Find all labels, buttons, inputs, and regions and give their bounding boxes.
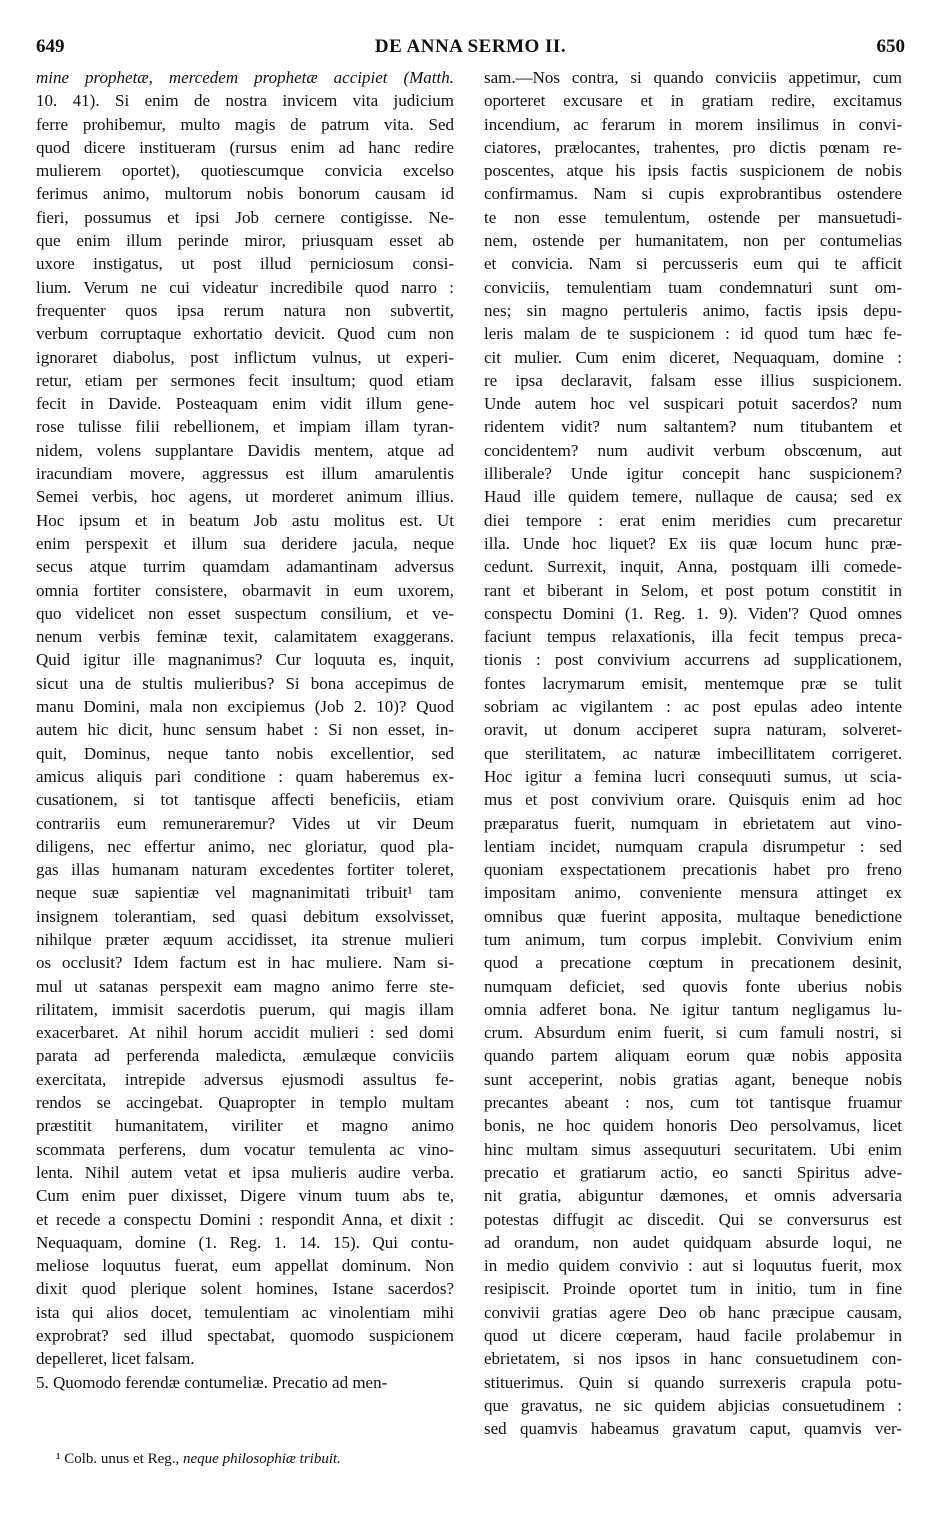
footnote [56, 1448, 456, 1470]
text-line: in medio quidem convivio : aut si loquutus fuerit, mox [484, 1256, 902, 1276]
text-line: tum animum, tum corpus implebit. Convivium enim [484, 929, 902, 949]
text-line: mine prophetæ, mercedem prophetæ accipiet (Matth. [36, 68, 454, 87]
text-line: fecit in Davide. Posteaquam enim vidit illum gene- [36, 394, 454, 414]
text-line: mus et post convivium orare. Quisquis enim ad hoc [484, 790, 902, 810]
text-line: nem, ostende per humanitatem, non per contumelias [484, 231, 902, 251]
text-line: diei tempore : erat enim meridies cum precaretur [484, 510, 902, 530]
text-line: et convicia. Nam si percusseris eum qui te afficit [484, 254, 902, 274]
text-line: oporteret excusare et in gratiam redire, excitamus [484, 91, 902, 111]
text-line: ridentem vidit? num saltantem? num titubantem et [484, 417, 902, 437]
text-line: sicut una de stultis mulieribus? Si bona accepimus de [36, 673, 454, 693]
text-line: quoniam exspectationem precationis habet pro freno [484, 860, 902, 880]
text-line: nidem, volens supplantare Davidis mentem, atque ad [36, 440, 454, 460]
text-line: oravit, ut donum acciperet supra naturam, solveret- [484, 720, 902, 740]
text-line: precantes abeant : nos, cum tot tantisque fruamur [484, 1093, 902, 1113]
text-line: confirmamus. Nam si cupis exprobrantibus ostendere [484, 184, 902, 204]
text-line: incendium, ac ferarum in morem insilimus in convi- [484, 114, 902, 134]
text-line: ignoraret diabolus, post inflictum vulnus, ut experi- [36, 347, 454, 367]
text-line: retur, etiam per sermones fecit insultum; quod etiam [36, 370, 454, 390]
text-line: gas illas humanam naturam excedentes fortiter toleret, [36, 860, 454, 880]
text-line: quod a precatione cœptum in precationem desinit, [484, 953, 902, 973]
text-line: quod ut dicere cœperam, haud facile prolabemur in [484, 1326, 902, 1346]
text-line: dixit quod plerique solent homines, Istane sacerdos? [36, 1279, 454, 1299]
text-line: rendos se accingebat. Quapropter in templo multam [36, 1093, 454, 1113]
page-number-left: 649 [36, 36, 65, 57]
text-line: quo videlicet non esset suspectum consilium, et ve- [36, 603, 454, 623]
text-line: diligens, nec effertur animo, nec gloriatur, quod pla- [36, 836, 454, 856]
text-line: omnibus quæ fuerint apposita, multaque benedictione [484, 906, 902, 926]
text-line: enim perspexit et illum sua deridere jacula, neque [36, 533, 454, 553]
text-line: manu Domini, mala non excipiemus (Job 2. 10)? Quod [36, 697, 454, 717]
text-line: ferre prohibemur, multo magis de patrum vita. Sed [36, 114, 454, 134]
text-line: nes; sin magno pertuleris animo, factis ipsis depu- [484, 300, 902, 320]
text-line: scommata perferens, dum vocatur temulenta ac vino- [36, 1139, 454, 1159]
text-line: fontes lacrymarum emisit, mentemque præ se tulit [484, 673, 902, 693]
text-line: exercitata, intrepide adversus ejusmodi assultus fe- [36, 1069, 454, 1089]
text-line: tionis : post convivium accurrens ad supplicationem, [484, 650, 902, 670]
text-line: Semei verbis, hoc agens, ut morderet animum illius. [36, 487, 454, 507]
footnote-marker: ¹ [56, 1451, 61, 1467]
text-line: et recede a conspectu Domini : respondit Anna, et dixit : [36, 1209, 454, 1229]
text-line: ad orandum, non audet quidquam absurde loqui, ne [484, 1232, 902, 1252]
text-line: ista qui alios docet, temulentiam ac vinolentiam mihi [36, 1302, 454, 1322]
text-line: que enim illum perinde miror, priusquam esset ab [36, 231, 454, 251]
text-line: nenum verbis feminæ texit, calamitatem exaggerans. [36, 627, 454, 647]
text-line: exprobrat? sed illud spectabat, quomodo suspicionem [36, 1326, 454, 1346]
footnote-variant-reading: neque philosophiæ tribuit. [183, 1451, 341, 1467]
text-line: exacerbaret. At nihil horum accidit mulieri : sed domi [36, 1023, 454, 1043]
left-text-column [36, 66, 454, 1394]
text-line: quod dicere institueram (rursus enim ad hanc redire [36, 137, 454, 157]
text-line: sobriam ac vigilantem : ac post epulas adeo intente [484, 697, 902, 717]
text-line: cit mulier. Cum enim diceret, Nequaquam, domine : [484, 347, 902, 367]
text-line: ferimus animo, multorum nobis bonorum causam id [36, 184, 454, 204]
text-line: rant et biberant in Selom, et post potum constitit in [484, 580, 902, 600]
text-line: parata ad perferenda maledicta, æmulæque conviciis [36, 1046, 454, 1066]
text-line: impositam animo, conveniente mensura attinget ex [484, 883, 902, 903]
text-line: ebrietatem, si nos ipsos in hanc consuetudinem con- [484, 1349, 902, 1369]
text-line: bonis, ne hoc quidem honoris Deo persolvamus, licet [484, 1116, 902, 1136]
text-line: crum. Absurdum enim fuerit, si cum famuli nostri, si [484, 1023, 902, 1043]
text-line: Haud ille quidem temere, nullaque de causa; sed ex [484, 487, 902, 507]
text-line: 5. Quomodo ferendæ contumeliæ. Precatio ad men- [36, 1372, 388, 1392]
text-line: quando partem aliquam eorum quæ nobis apposita [484, 1046, 902, 1066]
page-number-right: 650 [876, 36, 905, 57]
text-line: que gravatus, ne sic quidem abjicias consuetudinem : [484, 1395, 902, 1415]
text-line: Hoc ipsum et in beatum Job astu molitus est. Ut [36, 510, 454, 530]
text-line: sed quamvis habeamus gravatum caput, quamvis ver- [484, 1419, 902, 1439]
text-line: fieri, possumus et ipsi Job cernere contigisse. Ne- [36, 207, 454, 227]
text-line: lentiam incidet, numquam crapula disrumpetur : sed [484, 836, 902, 856]
text-line: rilitatem, immisit sacerdotis puerum, qui magis illam [36, 999, 454, 1019]
text-line: hinc multam simus assequuturi securitatem. Ubi enim [484, 1139, 902, 1159]
text-line: rose tulisse filii rebellionem, et impiam illam tyran- [36, 417, 454, 437]
text-line: concidentem? num audivit verbum obscœnum, aut [484, 440, 902, 460]
text-line: sunt acceperint, nobis gratias agant, beneque nobis [484, 1069, 902, 1089]
text-line: numquam deficiet, sed quovis fonte uberius nobis [484, 976, 902, 996]
text-line: stituerimus. Quin si quando surrexeris crapula potu- [484, 1372, 902, 1392]
text-line: os occlusit? Idem factum est in hac muliere. Nam si- [36, 953, 454, 973]
text-line: Cum enim puer dixisset, Digere vinum tuum abs te, [36, 1186, 454, 1206]
text-line: poscentes, atque his ipsis factis suspicionem de nobis [484, 161, 902, 181]
text-line: ciatores, prælocantes, trahentes, pro dictis pœnam re- [484, 137, 902, 157]
text-line: quit, Dominus, neque tanto nobis excellentior, sed [36, 743, 454, 763]
text-line: meliose loquutus fuerat, eum appellat dominum. Non [36, 1256, 454, 1276]
running-title: DE ANNA SERMO II. [374, 36, 567, 57]
right-text-column [484, 66, 902, 1441]
text-line: uxore instigatus, ut post illud perniciosum consi- [36, 254, 454, 274]
text-line: 10. 41). Si enim de nostra invicem vita judicium [36, 91, 454, 111]
text-line: verbum corruptaque exhortatio devicit. Quod cum non [36, 324, 454, 344]
text-line: mulierem oportet), quotiescumque convicia excelso [36, 161, 454, 181]
text-line: insignem tolerantiam, sed quasi debitum exsolvisset, [36, 906, 454, 926]
text-line: præparatus fuerit, numquam in ebrietatem aut vino- [484, 813, 902, 833]
page-header [36, 36, 905, 62]
text-line: leris malam de te suspicionem : id quod tum hæc fe- [484, 324, 902, 344]
text-line: faciunt tempus relaxationis, illa fecit tempus preca- [484, 627, 902, 647]
text-line: potestas diffugit ac discedit. Qui se conversurus est [484, 1209, 902, 1229]
text-line: conspectu Domini (1. Reg. 1. 9). Viden'? Quod omnes [484, 603, 902, 623]
text-line: mul ut satanas perspexit eam magno animo ferre ste- [36, 976, 454, 996]
text-line: re ipsa declaravit, falsam esse illius suspicionem. [484, 370, 902, 390]
text-line: frequenter quos ipsa rerum natura non subvertit, [36, 300, 454, 320]
text-line: amicus aliquis pari conditione : quam haberemus ex- [36, 766, 454, 786]
text-line: resipiscit. Proinde oportet tum in initio, tum in fine [484, 1279, 902, 1299]
text-line: convivii gratias agere Deo ob hanc præcipue causam, [484, 1302, 902, 1322]
footnote-text: Colb. unus et Reg., [64, 1451, 180, 1467]
text-line: nit gratia, abiguntur dæmones, et omnis adversaria [484, 1186, 902, 1206]
text-line: lenta. Nihil autem vetat et ipsa mulieris audire verba. [36, 1162, 454, 1182]
text-line: cusationem, si tot tantisque affecti beneficiis, etiam [36, 790, 454, 810]
text-line: illiberale? Unde igitur concepit hanc suspicionem? [484, 464, 902, 484]
text-line: nihilque præter æquum accidisset, ita strenue mulieri [36, 929, 454, 949]
text-line: lium. Verum ne cui videatur incredibile quod narro : [36, 277, 454, 297]
text-line: iracundiam movere, aggressus est illum amarulentis [36, 464, 454, 484]
text-line: secus atque turrim quamdam adamantinam adversus [36, 557, 454, 577]
text-line: te non esse temulentum, ostende per mansuetudi- [484, 207, 902, 227]
text-line: Quid igitur ille magnanimus? Cur loquuta es, inquit, [36, 650, 454, 670]
text-line: que sterilitatem, ac naturæ imbecillitatem corrigeret. [484, 743, 902, 763]
text-line: depelleret, licet falsam. [36, 1349, 195, 1369]
text-line: contrariis eum remuneraremur? Vides ut vir Deum [36, 813, 454, 833]
text-line: Hoc igitur a femina lucri consequuti sumus, ut scia- [484, 766, 902, 786]
text-line: conviciis, temulentiam tuam condemnaturi sunt om- [484, 277, 902, 297]
text-line: Nequaquam, domine (1. Reg. 1. 14. 15). Qui contu- [36, 1232, 454, 1252]
text-line: autem hic dicit, hunc sensum habet : Si non esset, in- [36, 720, 454, 740]
text-line: cedunt. Surrexit, inquit, Anna, postquam illi comede- [484, 557, 902, 577]
text-line: Unde autem hoc vel suspicari potuit sacerdos? num [484, 394, 902, 414]
text-line: neque suæ sapientiæ vel magnanimitati tribuit¹ tam [36, 883, 454, 903]
text-line: omnia adferet bona. Ne igitur tantum negligamus lu- [484, 999, 902, 1019]
text-line: illa. Unde hoc liquet? Ex iis quæ locum hunc præ- [484, 533, 902, 553]
text-line: omnia fortiter consistere, obarmavit in eum uxorem, [36, 580, 454, 600]
text-line: præstitit humanitatem, viriliter et magno animo [36, 1116, 454, 1136]
text-line: sam.—Nos contra, si quando conviciis appetimur, cum [484, 68, 902, 87]
text-line: precatio et gratiarum actio, eo sancti Spiritus adve- [484, 1162, 902, 1182]
